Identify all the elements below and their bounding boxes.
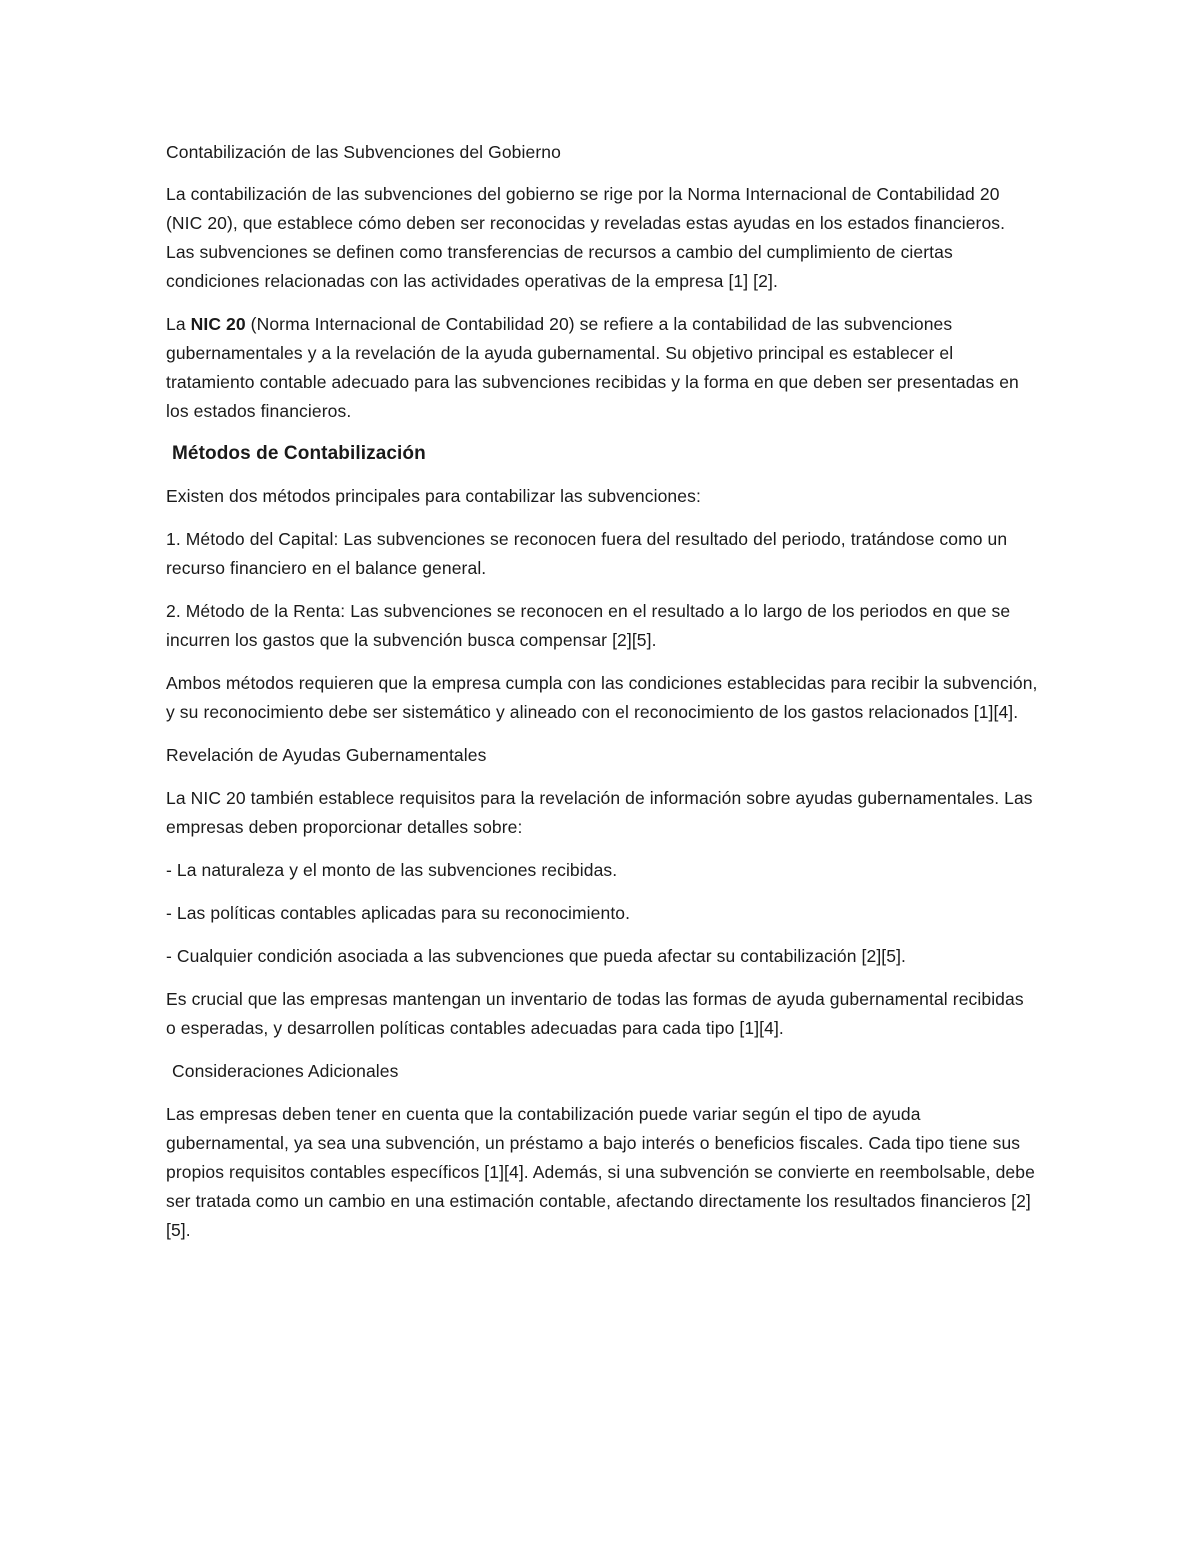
nic20-rest: (Norma Internacional de Contabilidad 20) se refiere a la contabilidad de las subvenciones gubernamentales y a la revelación de la ayuda gubernamental. Su objetivo principal es establecer el tratamiento contable adecuado para las subvenciones recibidas y la forma en que deben ser presentadas en los estados financieros. bbox=[166, 314, 1019, 421]
document-title: Contabilización de las Subvenciones del Gobierno bbox=[166, 142, 561, 162]
nic20-prefix: La bbox=[166, 314, 191, 334]
nic20-paragraph bbox=[166, 310, 1038, 426]
revelacion-paragraph: La NIC 20 también establece requisitos para la revelación de información sobre ayudas gubernamentales. Las empresas deben proporcionar detalles sobre: bbox=[166, 788, 1033, 837]
intro-paragraph: La contabilización de las subvenciones del gobierno se rige por la Norma Internacional de Contabilidad 20 (NIC 20), que establece cómo deben ser reconocidas y reveladas estas ayudas en los estados financieros. Las subvenciones se definen como transferencias de recursos a cambio del cumplimiento de ciertas condiciones relacionadas con las actividades operativas de la empresa [1] [2]. bbox=[166, 184, 1006, 291]
bullet-naturaleza: - La naturaleza y el monto de las subvenciones recibidas. bbox=[166, 860, 618, 880]
method-capital-item: 1. Método del Capital: Las subvenciones se reconocen fuera del resultado del periodo, tratándose como un recurso financiero en el balance general. bbox=[166, 529, 1008, 578]
both-methods-paragraph: Ambos métodos requieren que la empresa cumpla con las condiciones establecidas para recibir la subvención, y su reconocimiento debe ser sistemático y alineado con el reconocimiento de los gastos relacionados [1][4]. bbox=[166, 673, 1038, 722]
bullet-condicion: - Cualquier condición asociada a las subvenciones que pueda afectar su contabilización [2][5]. bbox=[166, 946, 906, 966]
inventario-paragraph: Es crucial que las empresas mantengan un inventario de todas las formas de ayuda gubernamental recibidas o esperadas, y desarrollen políticas contables adecuadas para cada tipo [1][4]. bbox=[166, 989, 1024, 1038]
heading-metodos: Métodos de Contabilización bbox=[172, 443, 426, 464]
methods-intro-paragraph: Existen dos métodos principales para contabilizar las subvenciones: bbox=[166, 486, 701, 506]
subtitle-consideraciones: Consideraciones Adicionales bbox=[172, 1061, 399, 1081]
document-page bbox=[166, 138, 1038, 1245]
subtitle-revelacion: Revelación de Ayudas Gubernamentales bbox=[166, 745, 487, 765]
consideraciones-paragraph: Las empresas deben tener en cuenta que la contabilización puede variar según el tipo de ayuda gubernamental, ya sea una subvención, un préstamo a bajo interés o beneficios fiscales. Cada tipo tiene sus propios requisitos contables específicos [1][4]. Además, si una subvención se convierte en reembolsable, debe ser tratada como un cambio en una estimación contable, afectando directamente los resultados financieros [2][5]. bbox=[166, 1104, 1035, 1240]
method-renta-item: 2. Método de la Renta: Las subvenciones se reconocen en el resultado a lo largo de los periodos en que se incurren los gastos que la subvención busca compensar [2][5]. bbox=[166, 601, 1011, 650]
bullet-politicas: - Las políticas contables aplicadas para su reconocimiento. bbox=[166, 903, 631, 923]
nic20-bold: NIC 20 bbox=[190, 314, 246, 334]
